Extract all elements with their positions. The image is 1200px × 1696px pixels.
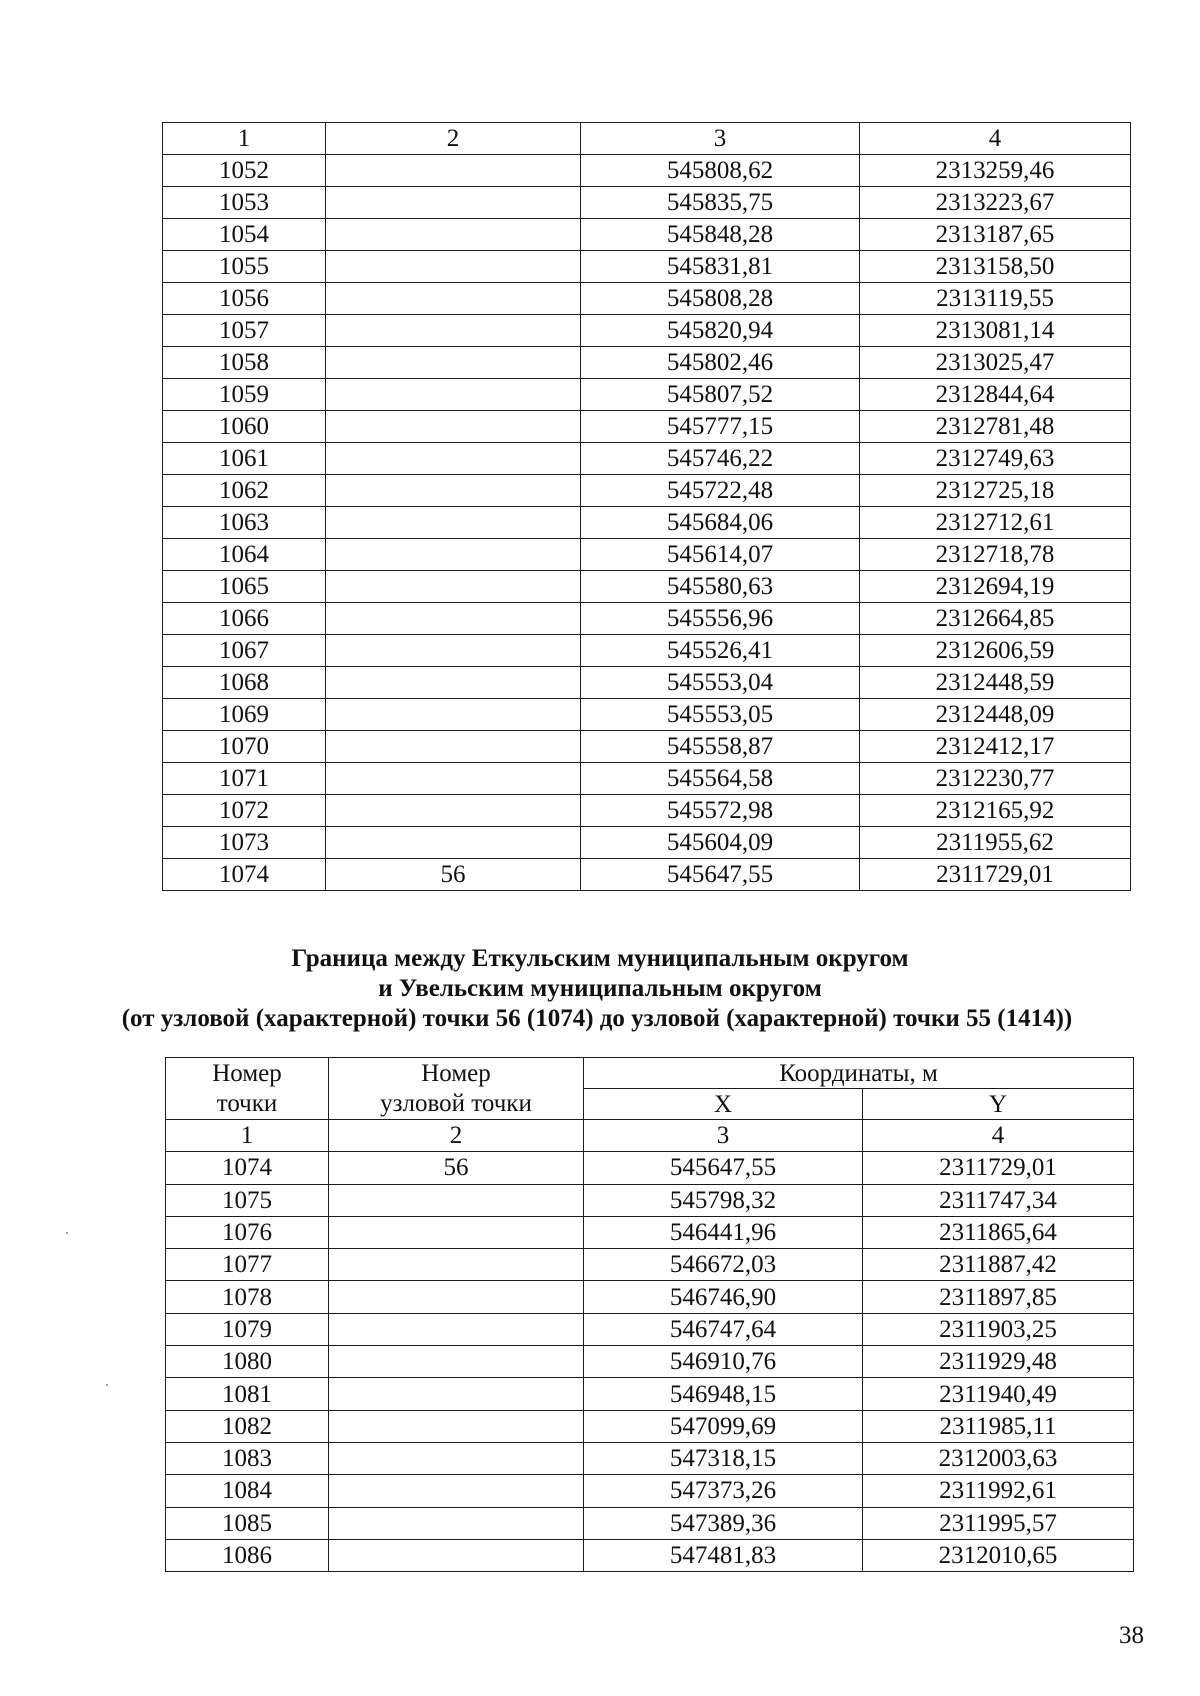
y-coordinate-cell: 2312664,85 bbox=[860, 603, 1131, 635]
table-row bbox=[166, 1281, 1134, 1313]
point-number-cell: 1082 bbox=[166, 1410, 329, 1442]
y-coordinate-cell: 2313025,47 bbox=[860, 347, 1131, 379]
x-coordinate-cell: 545835,75 bbox=[581, 187, 860, 219]
x-coordinate-cell: 545820,94 bbox=[581, 315, 860, 347]
y-coordinate-cell: 2313187,65 bbox=[860, 219, 1131, 251]
y-coordinate-cell: 2312712,61 bbox=[860, 507, 1131, 539]
table-row bbox=[166, 1346, 1134, 1378]
node-number-cell bbox=[326, 283, 581, 315]
table-row bbox=[163, 635, 1131, 667]
y-coordinate-cell: 2311940,49 bbox=[863, 1378, 1134, 1410]
table-row bbox=[166, 1313, 1134, 1345]
y-coordinate-cell: 2311995,57 bbox=[863, 1507, 1134, 1539]
point-number-cell: 1053 bbox=[163, 187, 326, 219]
table-row bbox=[163, 539, 1131, 571]
x-coordinate-cell: 545808,28 bbox=[581, 283, 860, 315]
table-row bbox=[163, 187, 1131, 219]
node-number-cell bbox=[326, 155, 581, 187]
point-number-cell: 1069 bbox=[163, 699, 326, 731]
point-number-cell: 1058 bbox=[163, 347, 326, 379]
table-header-row bbox=[166, 1058, 1134, 1089]
point-number-cell: 1083 bbox=[166, 1442, 329, 1474]
x-coordinate-cell: 545831,81 bbox=[581, 251, 860, 283]
node-number-header-line-1: Номер bbox=[421, 1059, 491, 1087]
node-number-cell bbox=[326, 539, 581, 571]
x-coordinate-cell: 545808,62 bbox=[581, 155, 860, 187]
y-coordinate-cell: 2313081,14 bbox=[860, 315, 1131, 347]
y-coordinate-cell: 2311729,01 bbox=[860, 859, 1131, 891]
y-coordinate-cell: 2311729,01 bbox=[863, 1152, 1134, 1184]
column-number: 3 bbox=[584, 1120, 863, 1152]
y-coordinate-cell: 2312694,19 bbox=[860, 571, 1131, 603]
node-number-cell bbox=[326, 603, 581, 635]
node-number-cell bbox=[329, 1313, 584, 1345]
table-row bbox=[166, 1184, 1134, 1216]
table-row bbox=[166, 1410, 1134, 1442]
point-number-cell: 1056 bbox=[163, 283, 326, 315]
point-number-cell: 1059 bbox=[163, 379, 326, 411]
point-number-header bbox=[166, 1058, 329, 1120]
table-row bbox=[163, 507, 1131, 539]
scan-speck bbox=[106, 1384, 108, 1386]
table-row bbox=[166, 1216, 1134, 1248]
node-number-cell bbox=[329, 1184, 584, 1216]
table-row bbox=[163, 219, 1131, 251]
point-number-cell: 1052 bbox=[163, 155, 326, 187]
x-coordinate-cell: 545647,55 bbox=[584, 1152, 863, 1184]
x-coordinate-cell: 547389,36 bbox=[584, 1507, 863, 1539]
table-row bbox=[163, 443, 1131, 475]
x-coordinate-cell: 547099,69 bbox=[584, 1410, 863, 1442]
scan-speck bbox=[66, 1232, 68, 1234]
table-row bbox=[163, 155, 1131, 187]
coordinates-table-continued bbox=[162, 122, 1131, 891]
node-number-cell bbox=[326, 187, 581, 219]
y-header: Y bbox=[863, 1089, 1134, 1120]
table-row bbox=[163, 571, 1131, 603]
node-number-cell bbox=[326, 763, 581, 795]
node-number-cell bbox=[329, 1410, 584, 1442]
table-row bbox=[166, 1539, 1134, 1571]
point-number-cell: 1070 bbox=[163, 731, 326, 763]
point-number-cell: 1086 bbox=[166, 1539, 329, 1571]
coordinates-header: Координаты, м bbox=[584, 1058, 1134, 1089]
node-number-cell bbox=[326, 443, 581, 475]
point-number-cell: 1062 bbox=[163, 475, 326, 507]
table-row bbox=[163, 699, 1131, 731]
table-row bbox=[163, 251, 1131, 283]
table-row bbox=[163, 347, 1131, 379]
node-number-cell bbox=[329, 1281, 584, 1313]
y-coordinate-cell: 2311992,61 bbox=[863, 1475, 1134, 1507]
table-row bbox=[166, 1152, 1134, 1184]
y-coordinate-cell: 2311929,48 bbox=[863, 1346, 1134, 1378]
node-number-cell bbox=[326, 411, 581, 443]
node-number-cell bbox=[326, 347, 581, 379]
y-coordinate-cell: 2312010,65 bbox=[863, 1539, 1134, 1571]
point-number-cell: 1055 bbox=[163, 251, 326, 283]
table-row bbox=[166, 1475, 1134, 1507]
node-number-cell bbox=[326, 219, 581, 251]
x-coordinate-cell: 545647,55 bbox=[581, 859, 860, 891]
y-coordinate-cell: 2313259,46 bbox=[860, 155, 1131, 187]
point-number-cell: 1072 bbox=[163, 795, 326, 827]
point-number-header-line-1: Номер bbox=[212, 1059, 282, 1087]
x-coordinate-cell: 546747,64 bbox=[584, 1313, 863, 1345]
table-row bbox=[163, 731, 1131, 763]
x-coordinate-cell: 545604,09 bbox=[581, 827, 860, 859]
point-number-header-line-2: точки bbox=[216, 1089, 278, 1117]
point-number-cell: 1077 bbox=[166, 1249, 329, 1281]
x-coordinate-cell: 545802,46 bbox=[581, 347, 860, 379]
column-number: 2 bbox=[329, 1120, 584, 1152]
y-coordinate-cell: 2312606,59 bbox=[860, 635, 1131, 667]
section-heading-line-3: (от узловой (характерной) точки 56 (1074) до узловой (характерной) точки 55 (1414)) bbox=[121, 1005, 1073, 1032]
node-number-cell bbox=[326, 571, 581, 603]
table-row bbox=[163, 475, 1131, 507]
column-number: 3 bbox=[581, 123, 860, 155]
x-coordinate-cell: 546441,96 bbox=[584, 1216, 863, 1248]
table-row bbox=[163, 859, 1131, 891]
y-coordinate-cell: 2312725,18 bbox=[860, 475, 1131, 507]
point-number-cell: 1065 bbox=[163, 571, 326, 603]
point-number-cell: 1054 bbox=[163, 219, 326, 251]
point-number-cell: 1084 bbox=[166, 1475, 329, 1507]
table-row bbox=[163, 379, 1131, 411]
x-header: X bbox=[584, 1089, 863, 1120]
table-row bbox=[163, 283, 1131, 315]
x-coordinate-cell: 545580,63 bbox=[581, 571, 860, 603]
x-coordinate-cell: 545798,32 bbox=[584, 1184, 863, 1216]
table-row bbox=[166, 1378, 1134, 1410]
node-number-cell bbox=[329, 1442, 584, 1474]
x-coordinate-cell: 545572,98 bbox=[581, 795, 860, 827]
y-coordinate-cell: 2312448,09 bbox=[860, 699, 1131, 731]
node-number-cell bbox=[329, 1475, 584, 1507]
node-number-cell: 56 bbox=[326, 859, 581, 891]
table-row bbox=[166, 1442, 1134, 1474]
x-coordinate-cell: 545684,06 bbox=[581, 507, 860, 539]
point-number-cell: 1068 bbox=[163, 667, 326, 699]
x-coordinate-cell: 545722,48 bbox=[581, 475, 860, 507]
table-row bbox=[163, 827, 1131, 859]
x-coordinate-cell: 545558,87 bbox=[581, 731, 860, 763]
column-number-row bbox=[163, 123, 1131, 155]
x-coordinate-cell: 545777,15 bbox=[581, 411, 860, 443]
point-number-cell: 1066 bbox=[163, 603, 326, 635]
x-coordinate-cell: 547318,15 bbox=[584, 1442, 863, 1474]
y-coordinate-cell: 2312165,92 bbox=[860, 795, 1131, 827]
y-coordinate-cell: 2311747,34 bbox=[863, 1184, 1134, 1216]
y-coordinate-cell: 2312781,48 bbox=[860, 411, 1131, 443]
table-row bbox=[163, 795, 1131, 827]
x-coordinate-cell: 545746,22 bbox=[581, 443, 860, 475]
point-number-cell: 1085 bbox=[166, 1507, 329, 1539]
x-coordinate-cell: 545848,28 bbox=[581, 219, 860, 251]
node-number-cell bbox=[329, 1539, 584, 1571]
y-coordinate-cell: 2313158,50 bbox=[860, 251, 1131, 283]
x-coordinate-cell: 545614,07 bbox=[581, 539, 860, 571]
table-row bbox=[163, 763, 1131, 795]
y-coordinate-cell: 2311985,11 bbox=[863, 1410, 1134, 1442]
x-coordinate-cell: 545807,52 bbox=[581, 379, 860, 411]
table-row bbox=[163, 667, 1131, 699]
node-number-cell bbox=[326, 379, 581, 411]
point-number-cell: 1060 bbox=[163, 411, 326, 443]
column-number: 1 bbox=[166, 1120, 329, 1152]
node-number-cell bbox=[329, 1507, 584, 1539]
x-coordinate-cell: 546948,15 bbox=[584, 1378, 863, 1410]
node-number-cell bbox=[326, 699, 581, 731]
table-row bbox=[166, 1507, 1134, 1539]
node-number-cell bbox=[329, 1346, 584, 1378]
x-coordinate-cell: 546672,03 bbox=[584, 1249, 863, 1281]
point-number-cell: 1067 bbox=[163, 635, 326, 667]
node-number-header-line-2: узловой точки bbox=[380, 1089, 532, 1117]
section-heading-line-2: и Увельским муниципальным округом bbox=[378, 975, 822, 1002]
x-coordinate-cell: 545556,96 bbox=[581, 603, 860, 635]
point-number-cell: 1063 bbox=[163, 507, 326, 539]
point-number-cell: 1081 bbox=[166, 1378, 329, 1410]
y-coordinate-cell: 2311887,42 bbox=[863, 1249, 1134, 1281]
x-coordinate-cell: 546910,76 bbox=[584, 1346, 863, 1378]
point-number-cell: 1061 bbox=[163, 443, 326, 475]
x-coordinate-cell: 547373,26 bbox=[584, 1475, 863, 1507]
point-number-cell: 1071 bbox=[163, 763, 326, 795]
y-coordinate-cell: 2313223,67 bbox=[860, 187, 1131, 219]
x-coordinate-cell: 547481,83 bbox=[584, 1539, 863, 1571]
boundary-coordinates-table bbox=[165, 1057, 1134, 1572]
y-coordinate-cell: 2312844,64 bbox=[860, 379, 1131, 411]
x-coordinate-cell: 545553,05 bbox=[581, 699, 860, 731]
column-number: 1 bbox=[163, 123, 326, 155]
y-coordinate-cell: 2311955,62 bbox=[860, 827, 1131, 859]
y-coordinate-cell: 2311903,25 bbox=[863, 1313, 1134, 1345]
y-coordinate-cell: 2312749,63 bbox=[860, 443, 1131, 475]
point-number-cell: 1074 bbox=[163, 859, 326, 891]
x-coordinate-cell: 545526,41 bbox=[581, 635, 860, 667]
y-coordinate-cell: 2311865,64 bbox=[863, 1216, 1134, 1248]
x-coordinate-cell: 545553,04 bbox=[581, 667, 860, 699]
y-coordinate-cell: 2312412,17 bbox=[860, 731, 1131, 763]
y-coordinate-cell: 2312718,78 bbox=[860, 539, 1131, 571]
node-number-cell bbox=[326, 251, 581, 283]
y-coordinate-cell: 2313119,55 bbox=[860, 283, 1131, 315]
table-row bbox=[163, 315, 1131, 347]
point-number-cell: 1079 bbox=[166, 1313, 329, 1345]
node-number-cell bbox=[329, 1216, 584, 1248]
point-number-cell: 1078 bbox=[166, 1281, 329, 1313]
node-number-header bbox=[329, 1058, 584, 1120]
table-row bbox=[163, 603, 1131, 635]
node-number-cell bbox=[326, 475, 581, 507]
node-number-cell: 56 bbox=[329, 1152, 584, 1184]
node-number-cell bbox=[326, 827, 581, 859]
point-number-cell: 1074 bbox=[166, 1152, 329, 1184]
y-coordinate-cell: 2312003,63 bbox=[863, 1442, 1134, 1474]
y-coordinate-cell: 2311897,85 bbox=[863, 1281, 1134, 1313]
column-number: 4 bbox=[863, 1120, 1134, 1152]
point-number-cell: 1075 bbox=[166, 1184, 329, 1216]
point-number-cell: 1076 bbox=[166, 1216, 329, 1248]
node-number-cell bbox=[329, 1249, 584, 1281]
y-coordinate-cell: 2312448,59 bbox=[860, 667, 1131, 699]
point-number-cell: 1064 bbox=[163, 539, 326, 571]
point-number-cell: 1057 bbox=[163, 315, 326, 347]
node-number-cell bbox=[326, 667, 581, 699]
y-coordinate-cell: 2312230,77 bbox=[860, 763, 1131, 795]
node-number-cell bbox=[329, 1378, 584, 1410]
node-number-cell bbox=[326, 731, 581, 763]
x-coordinate-cell: 545564,58 bbox=[581, 763, 860, 795]
page-number: 38 bbox=[1119, 1622, 1144, 1649]
node-number-cell bbox=[326, 507, 581, 539]
column-number: 2 bbox=[326, 123, 581, 155]
x-coordinate-cell: 546746,90 bbox=[584, 1281, 863, 1313]
node-number-cell bbox=[326, 795, 581, 827]
node-number-cell bbox=[326, 315, 581, 347]
column-number: 4 bbox=[860, 123, 1131, 155]
node-number-cell bbox=[326, 635, 581, 667]
section-heading-line-1: Граница между Еткульским муниципальным округом bbox=[291, 945, 909, 972]
point-number-cell: 1073 bbox=[163, 827, 326, 859]
column-number-row bbox=[166, 1120, 1134, 1152]
table-row bbox=[163, 411, 1131, 443]
table-row bbox=[166, 1249, 1134, 1281]
point-number-cell: 1080 bbox=[166, 1346, 329, 1378]
